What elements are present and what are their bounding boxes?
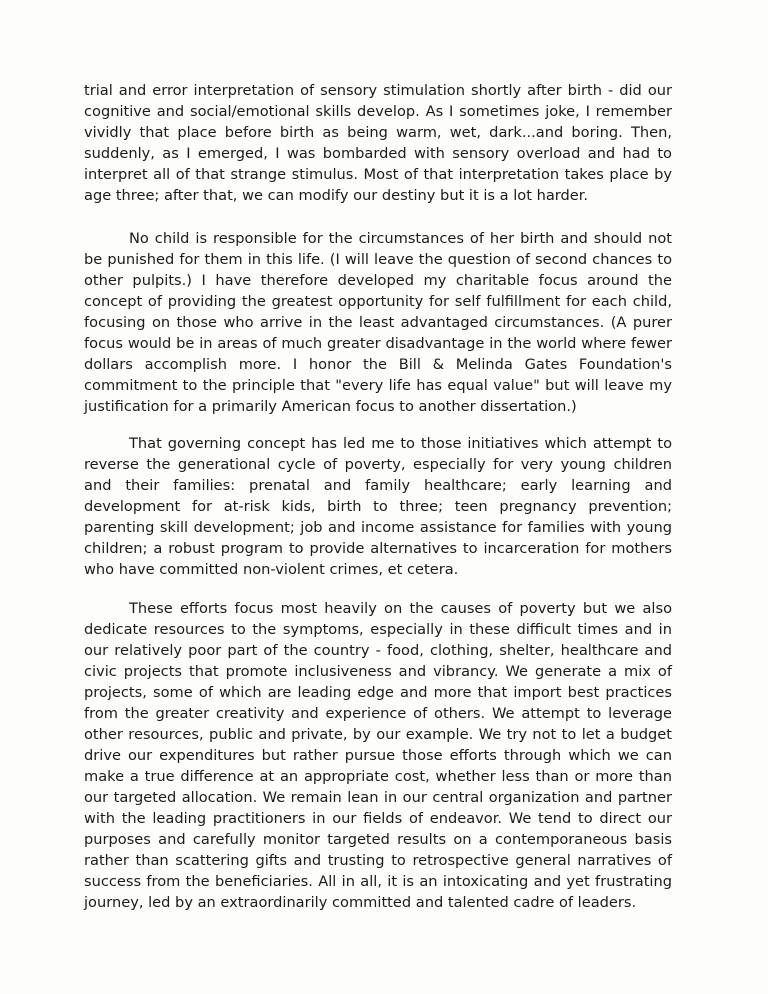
paragraph-efforts-focus: These efforts focus most heavily on the causes of poverty but we also dedicate resources to the symptoms, especially in these difficult times and in our relatively poor part of the country - food, clothing, shelter, healthcare and civic projects that promote inclusiveness and vibrancy. We generate a mix of projects, some of which are leading edge and more that import best practices from the greater creativity and experience of others. We attempt to leverage other resources, public and private, by our example. We try not to let a budget drive our expenditures but rather pursue those efforts through which we can make a true difference at an appropriate cost, whether less than or more than our targeted allocation. We remain lean in our central organization and partner with the leading practitioners in our fields of endeavor. We tend to direct our purposes and carefully monitor targeted results on a contemporaneous basis rather than scattering gifts and trusting to retrospective general narratives of success from the beneficiaries. All in all, it is an intoxicating and yet frustrating journey, led by an extraordinarily committed and talented cadre of leaders. bbox=[84, 600, 672, 911]
paragraph-continuation: trial and error interpretation of sensory stimulation shortly after birth - did our cognitive and social/emotional skills develop. As I sometimes joke, I remember vividly that place before birth as being warm, wet, dark...and boring. Then, suddenly, as I emerged, I was bombarded with sensory overload and had to interpret all of that strange stimulus. Most of that interpretation takes place by age three; after that, we can modify our destiny but it is a lot harder. bbox=[84, 82, 672, 204]
paragraph-governing-concept: That governing concept has led me to those initiatives which attempt to reverse the generational cycle of poverty, especially for very young children and their families: prenatal and family healthcare; early learning and development for at-risk kids, birth to three; teen pregnancy prevention; parenting skill development; job and income assistance for families with young children; a robust program to provide alternatives to incarceration for mothers who have committed non-violent crimes, et cetera. bbox=[84, 435, 672, 578]
paragraph-child-responsibility: No child is responsible for the circumstances of her birth and should not be punished for them in this life. (I will leave the question of second chances to other pulpits.) I have therefore developed my charitable focus around the concept of providing the greatest opportunity for self fulfillment for each child, focusing on those who arrive in the least advantaged circumstances. (A purer focus would be in areas of much greater disadvantage in the world where fewer dollars accomplish more. I honor the Bill & Melinda Gates Foundation's commitment to the principle that "every life has equal value" but will leave my justification for a primarily American focus to another dissertation.) bbox=[84, 230, 672, 415]
